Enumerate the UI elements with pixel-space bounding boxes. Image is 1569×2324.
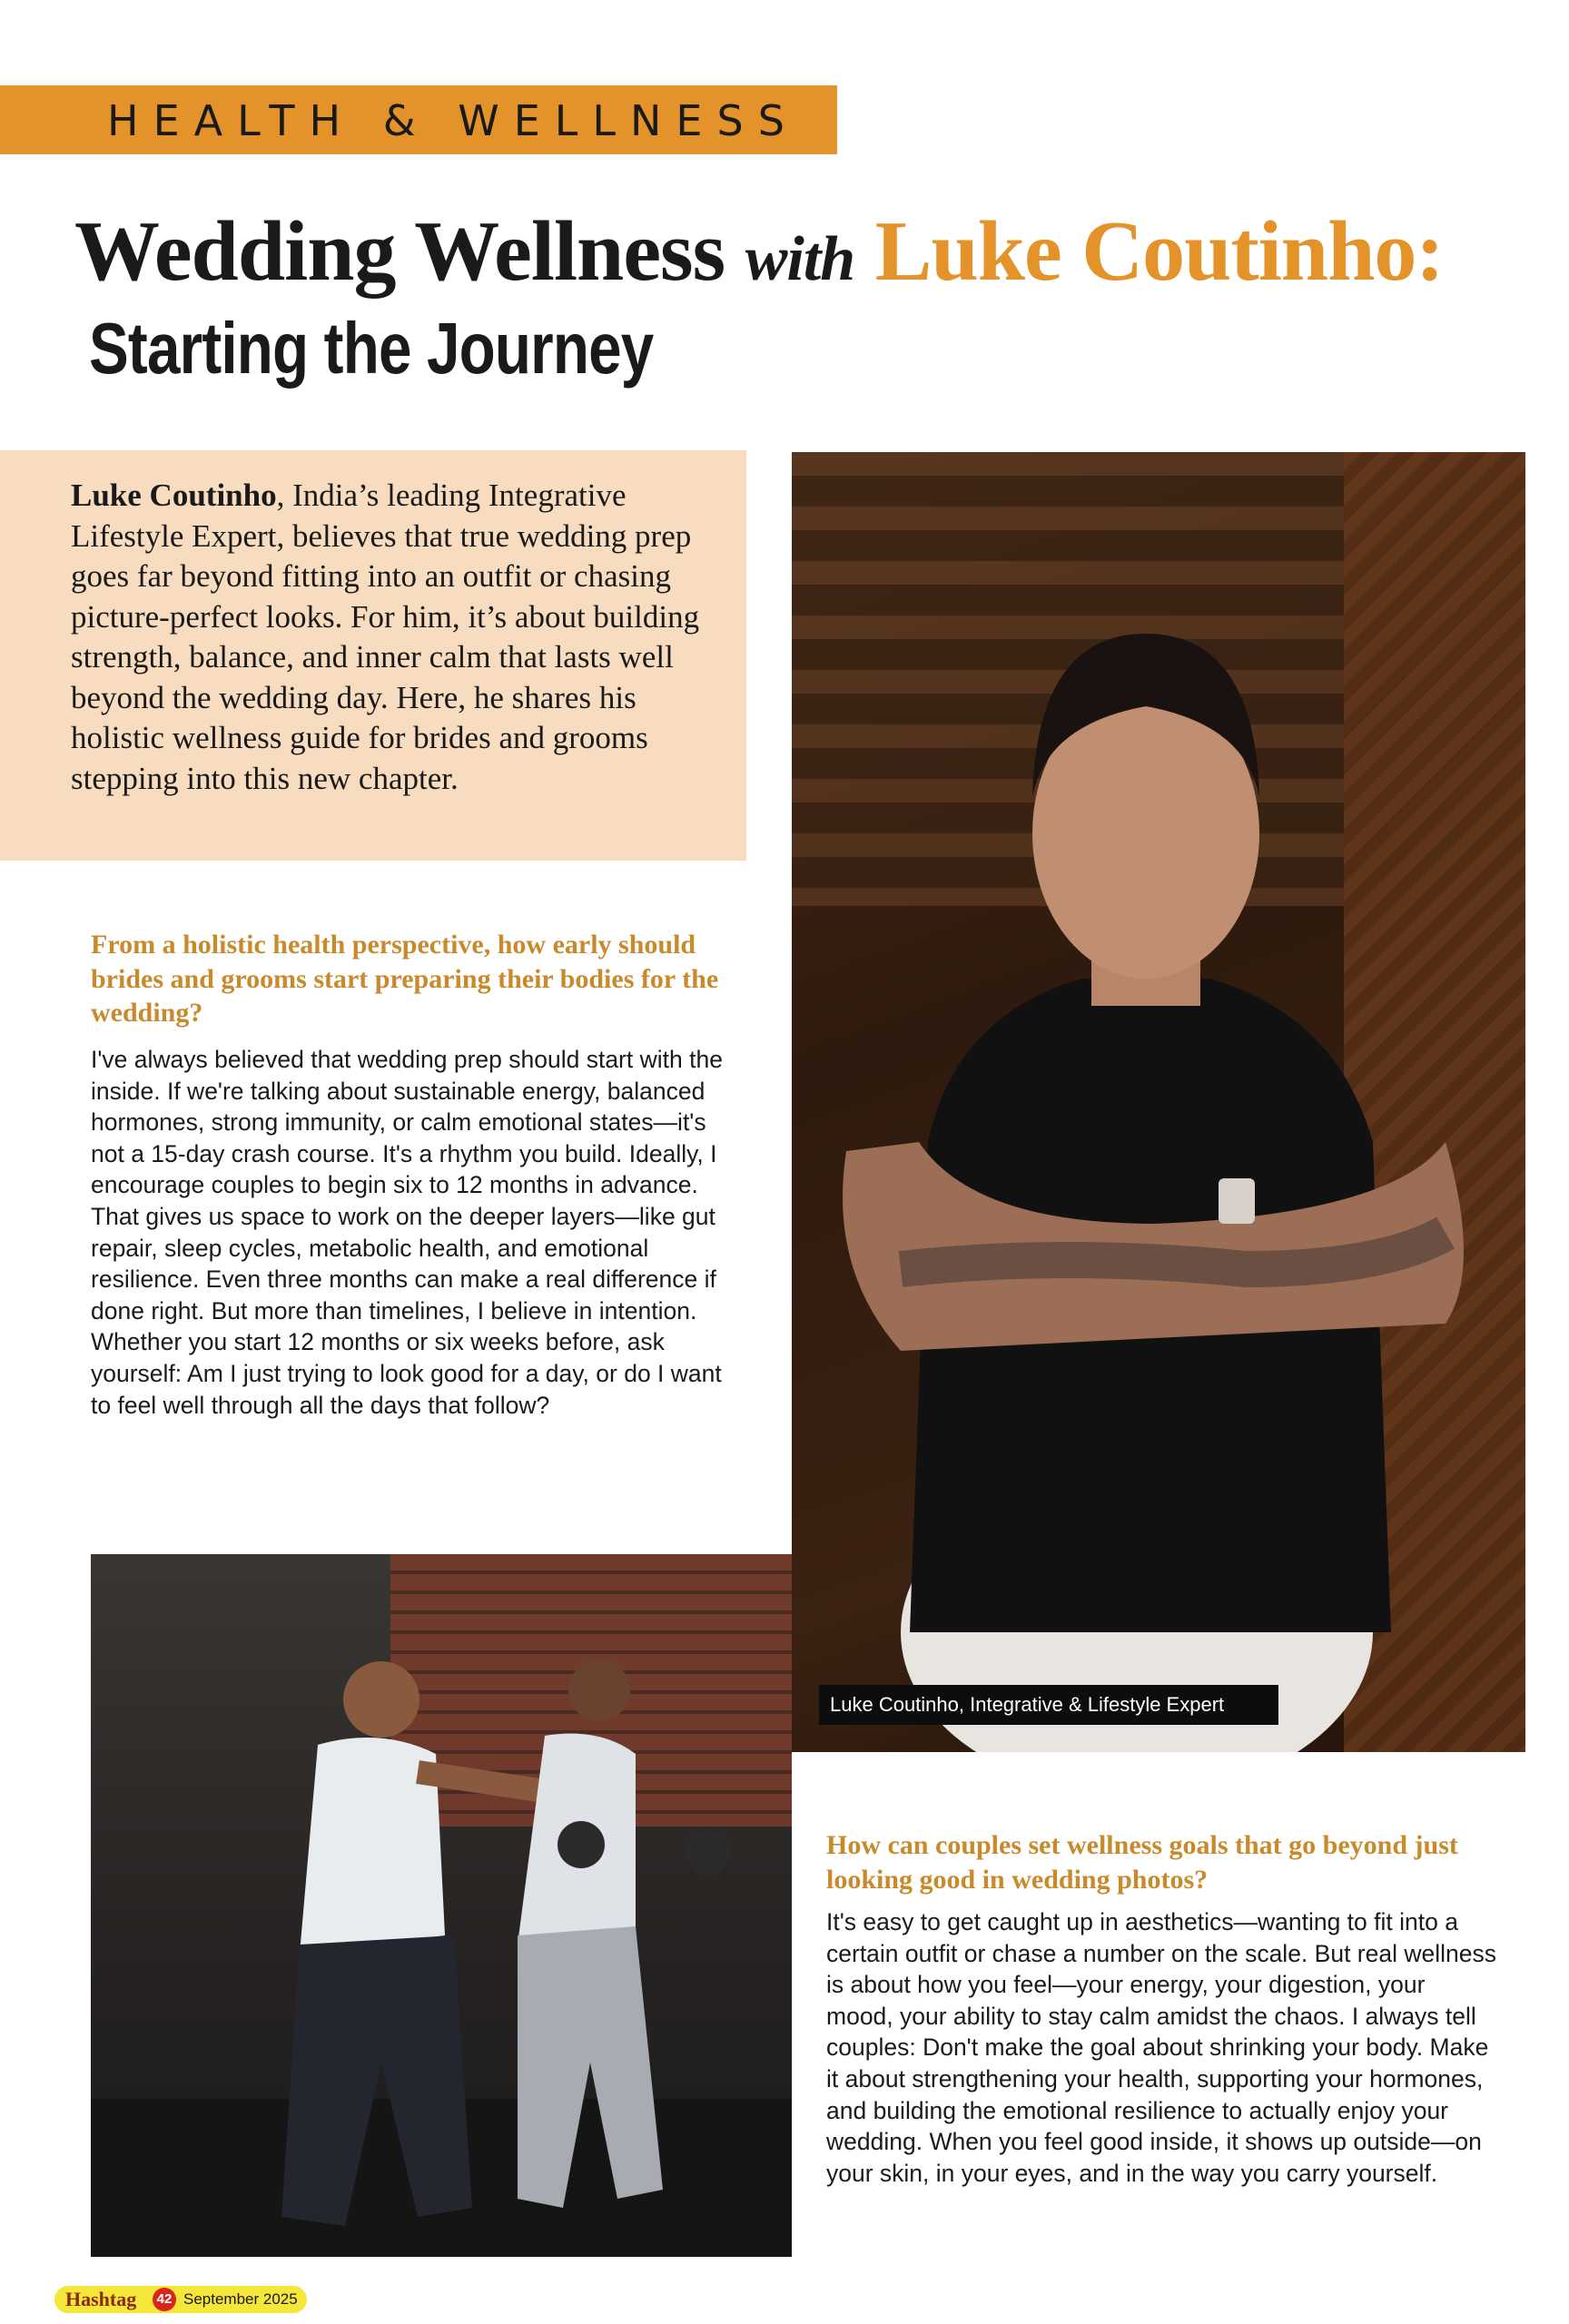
page-number: 42 — [153, 2288, 176, 2311]
man-crossed-arms-figure — [792, 452, 1525, 1752]
photo-caption: Luke Coutinho, Integrative & Lifestyle Expert — [819, 1685, 1278, 1725]
article-title — [74, 202, 1545, 310]
intro-body: , India’s leading Integrative Lifestyle Expert, believes that true wedding prep goes far beyond fitting into an outfit or chasing picture-perfect looks. For him, it’s about building strength, balance, and inner calm that lasts well beyond the wedding day. Here, he shares his holistic wellness guide for brides and grooms stepping into this new chapter. — [71, 478, 700, 796]
question-2: How can couples set wellness goals that go beyond just looking good in wedding photos? — [826, 1830, 1458, 1895]
magazine-logo: Hashtag — [65, 2288, 137, 2310]
title-with: with — [745, 224, 855, 294]
portrait-photo — [792, 452, 1525, 1752]
couple-kettlebell-figures — [91, 1554, 792, 2257]
page-footer — [54, 2286, 307, 2313]
question-1: From a holistic health perspective, how early should brides and grooms start preparing their bodies for the wedding? — [91, 930, 719, 1028]
issue-date: September 2025 — [183, 2290, 298, 2308]
section-banner — [0, 85, 837, 154]
title-part1: Wedding Wellness — [74, 204, 725, 299]
intro-text — [71, 476, 725, 799]
couple-workout-photo — [91, 1554, 792, 2257]
title-name: Luke Coutinho: — [874, 204, 1444, 299]
answer-2: It's easy to get caught up in aesthetics—wanting to fit into a certain outfit or chase a number on the scale. But real wellness is about how you feel—your energy, your digestion, your mood, your ability to stay calm amidst the chaos. I always tell couples: Don't make the goal about shrinking your body. Make it about strengthening your health, supporting your hormones, and building the emotional resilience to actually enjoy your wedding. When you feel good inside, it shows up outside—on your skin, in your eyes, and in the way you carry yourself. — [826, 1908, 1496, 2187]
answer-1: I've always believed that wedding prep should start with the inside. If we're talking about sustainable energy, balanced hormones, strong immunity, or calm emotional states—it's not a 15-day crash course. It's a rhythm you build. Ideally, I encourage couples to begin six to 12 months in advance. That gives us space to work on the deeper layers—like gut repair, sleep cycles, metabolic health, and emotional resilience. Even three months can make a real difference if done right. But more than timelines, I believe in intention. Whether you start 12 months or six weeks before, ask yourself: Am I just trying to look good for a day, or do I want to feel well through all the days that follow? — [91, 1046, 723, 1419]
section-label: HEALTH & WELLNESS — [107, 96, 799, 145]
intro-name: Luke Coutinho — [71, 478, 277, 513]
article-subtitle: Starting the Journey — [89, 308, 654, 389]
